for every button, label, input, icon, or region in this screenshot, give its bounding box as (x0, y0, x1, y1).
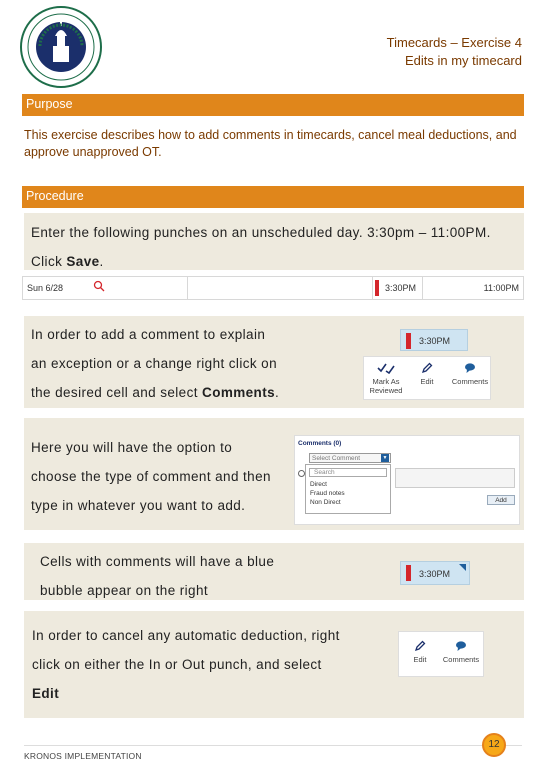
step-2-line-3 (31, 378, 361, 407)
comment-option-non-direct[interactable]: Non Direct (310, 499, 341, 506)
edit-menu-item[interactable] (403, 640, 437, 664)
timecard-out-punch: 11:00PM (483, 283, 519, 293)
comments-menu-item[interactable] (450, 362, 490, 386)
step-1-click-suffix: . (99, 254, 104, 269)
mark-reviewed-label-2: Reviewed (369, 386, 403, 395)
chevron-down-icon[interactable]: ▼ (382, 455, 388, 461)
pencil-icon (421, 362, 433, 374)
step-4-text (40, 547, 340, 605)
pencil-icon (414, 640, 426, 652)
comments-label: Comments (442, 655, 480, 664)
context-menu (363, 356, 491, 400)
add-comment-button[interactable]: Add (487, 495, 515, 505)
mark-reviewed-menu-item[interactable] (366, 362, 406, 395)
agency-seal-logo (20, 6, 102, 88)
edit-label: Edit (420, 377, 434, 386)
step-5-edit-keyword: Edit (32, 686, 60, 701)
exception-marker (406, 333, 411, 349)
footer-divider (24, 745, 522, 746)
document-title (387, 34, 522, 70)
comments-dialog (294, 435, 520, 525)
step-1-click-prefix: Click (31, 254, 67, 269)
step-1-text (31, 218, 521, 276)
step-5-line-3 (32, 679, 392, 708)
purpose-text: This exercise describes how to add comments in timecards, cancel meal deductions, and approve unapproved OT. (24, 128, 517, 159)
comment-bubble-icon (455, 640, 467, 652)
commented-punch-value: 3:30PM (419, 569, 451, 579)
comment-option-fraud[interactable]: Fraud notes (310, 490, 345, 497)
step-1-line-2 (31, 247, 521, 276)
selected-punch-value: 3:30PM (419, 336, 451, 346)
procedure-heading: Procedure (22, 186, 524, 208)
comments-menu-item[interactable] (441, 640, 481, 664)
comments-label: Comments (451, 377, 489, 386)
check-list-icon (377, 362, 395, 374)
timecard-alert-icon (93, 280, 105, 294)
footer-label: KRONOS IMPLEMENTATION (24, 751, 142, 761)
timecard-blank-cell[interactable] (188, 277, 373, 299)
edit-menu-item[interactable] (410, 362, 444, 386)
commented-punch-cell[interactable] (400, 561, 470, 585)
comment-radio[interactable] (298, 470, 305, 477)
comment-type-select[interactable] (309, 453, 391, 463)
dropdown-search-input[interactable]: Search (309, 468, 387, 477)
selected-punch-cell[interactable] (400, 329, 468, 351)
timecard-in-punch: 3:30PM (385, 283, 417, 293)
step-5-line-2: click on either the In or Out punch, and select (32, 657, 322, 672)
mark-reviewed-label-1: Mark As (372, 377, 400, 386)
edit-label: Edit (413, 655, 427, 664)
step-3-line-2: choose the type of comment and then (31, 469, 271, 484)
step-2-text (31, 320, 361, 407)
comment-type-select-value: Select Comment (312, 455, 361, 462)
comments-dialog-title: Comments (0) (298, 440, 342, 447)
step-1-line-1: Enter the following punches on an unscheduled day. 3:30pm – 11:00PM. (31, 225, 491, 240)
exception-marker (375, 280, 379, 296)
step-4-line-1: Cells with comments will have a blue (40, 554, 275, 569)
step-1-save-keyword: Save (66, 254, 100, 269)
comment-option-direct[interactable]: Direct (310, 481, 327, 488)
timecard-in-cell[interactable] (381, 277, 423, 299)
step-2-panel (24, 316, 524, 408)
exception-marker (406, 565, 411, 581)
comment-indicator-icon (459, 564, 466, 571)
step-2-line-1: In order to add a comment to explain (31, 327, 266, 342)
step-3-line-3: type in whatever you want to add. (31, 498, 246, 513)
context-menu (398, 631, 484, 677)
title-line-2: Edits in my timecard (404, 53, 522, 68)
step-4-panel (24, 543, 524, 600)
step-5-line-1: In order to cancel any automatic deduction, right (32, 628, 340, 643)
step-5-panel (24, 611, 524, 718)
step-4-line-2: bubble appear on the right (40, 583, 209, 598)
purpose-heading: Purpose (22, 94, 524, 116)
step-1-panel (24, 213, 524, 270)
timecard-date: Sun 6/28 (27, 283, 64, 293)
step-2-line-3-prefix: the desired cell and select (31, 385, 203, 400)
step-2-comments-keyword: Comments (202, 385, 276, 400)
comment-type-dropdown (305, 464, 391, 514)
page-number: 12 (482, 733, 506, 757)
step-3-text (31, 433, 291, 520)
step-3-line-1: Here you will have the option to (31, 440, 233, 455)
comment-bubble-icon (464, 362, 476, 374)
comment-text-field[interactable] (395, 468, 515, 488)
step-2-line-2: an exception or a change right click on (31, 356, 277, 371)
step-5-text (32, 621, 392, 708)
title-line-1: Timecards – Exercise 4 (386, 35, 522, 50)
step-2-line-3-suffix: . (275, 385, 280, 400)
timecard-row (22, 276, 524, 300)
timecard-out-cell[interactable] (423, 277, 523, 299)
timecard-date-cell[interactable] (23, 277, 188, 299)
